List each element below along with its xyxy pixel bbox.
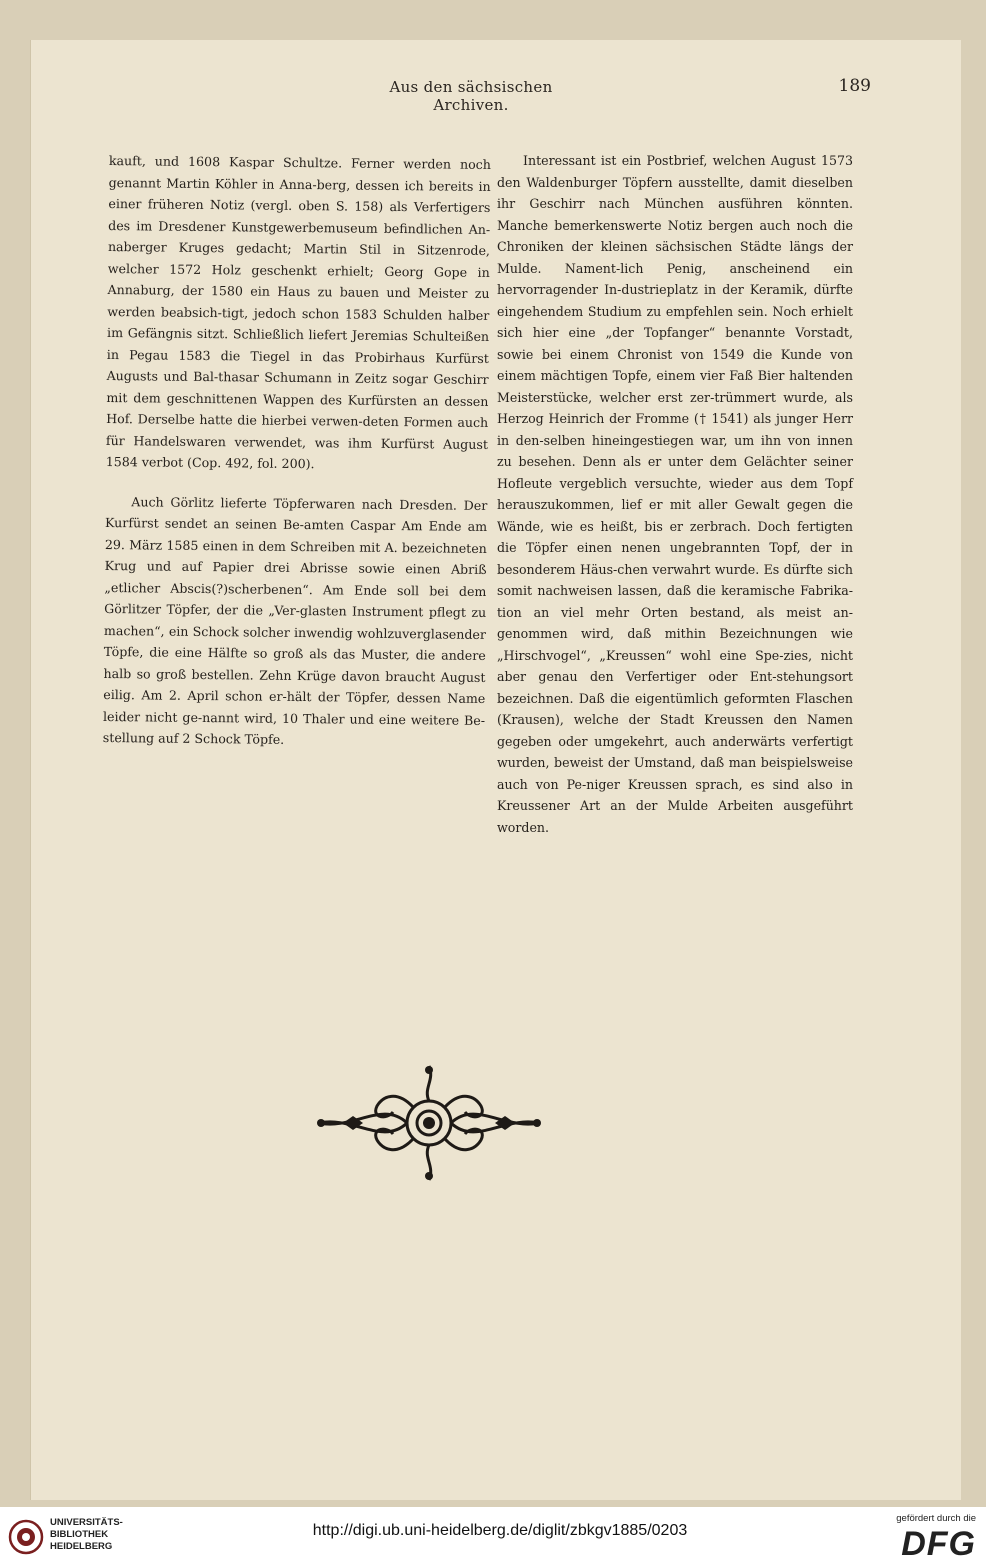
funding-label: gefördert durch die bbox=[896, 1513, 976, 1524]
university-seal-icon bbox=[8, 1519, 44, 1555]
dfg-logo: DFG bbox=[901, 1525, 976, 1563]
book-page bbox=[30, 40, 961, 1500]
left-paragraph-2: Auch Görlitz lieferte Töpferwaren nach Dresden. Der Kurfürst sendet an seinen Be-amten Caspar Am Ende am 29. März 1585 einen in dem Schreiben mit A. bezeichneten Krug und auf Papier drei Abrisse sowie einen Abriß „etlicher Abscis(?)scherbenen“. Am Ende soll bei dem Görlitzer Töpfer, der die „Ver-glasten Instrument pflegt zu machen“, ein Schock solcher inwendig wohlzuverglasender Töpfe, die eine Hälfte so groß als das Muster, die andere halb so groß bestellen. Zehn Krüge davon braucht August eilig. Am 2. April schon er-hält der Töpfer, dessen Name leider nicht ge-nannt wird, 10 Thaler und eine weitere Be-stellung auf 2 Schock Töpfe. bbox=[102, 493, 488, 747]
left-text-column bbox=[103, 150, 491, 752]
library-name: UNIVERSITÄTS- BIBLIOTHEK HEIDELBERG bbox=[50, 1517, 123, 1552]
right-paragraph-1: Interessant ist ein Postbrief, welchen August 1573 den Waldenburger Töpfern ausstellte, damit dieselben ihr Geschirr nach München ausführen könnten. Manche bemerkenswerte Notiz bergen auch noch die Chroniken der kleinen sächsischen Städte längs der Mulde. Nament-lich Penig, anscheinend ein hervorragender In-dustrieplatz in der Keramik, dürfte eingehendem Studium zu empfehlen sein. Noch erhielt sich hier eine „der Topfanger“ benannte Vorstadt, sowie bei einem Chronist von 1549 die Kunde von einem mächtigen Topfe, einem vier Faß Bier haltenden Meisterstücke, welcher erst zer-trümmert wurde, als Herzog Heinrich der Fromme († 1541) als junger Herr in den-selben hineingestiegen war, um ihn von innen zu besehen. Denn als er unter dem Gelächter seiner Hofleute vergeblich versuchte, wieder aus dem Topf herauszukommen, lief er mit aller Gewalt gegen die Wände, wie es heißt, bis er zerbrach. Doch fertigten die Töpfer einen nenen ungebrannten Topf, der in besonderem Häus-chen verwahrt wurde. Es dürfte sich somit nachweisen lassen, daß die keramische Fabrika-tion an viel mehr Orten bestand, als meist an-genommen wird, daß mithin Bezeichnungen wie „Hirschvogel“, „Kreussen“ wohl eine Spe-zies, nicht aber genau den Verfertiger oder Ent-stehungsort bezeichnen. Daß die eigentümlich geformten Flaschen (Krausen), welche der Stadt Kreussen den Namen gegeben oder umgekehrt, auch anderwärts verfertigt wurden, beweist der Umstand, daß man beispielsweise auch von Pe-niger Kreussen sprach, es sind also in Kreussener Art an der Mulde Arbeiten ausgeführt worden. bbox=[497, 153, 853, 835]
permalink-url[interactable]: http://digi.ub.uni-heidelberg.de/diglit/zbkgv1885/0203 bbox=[312, 1522, 688, 1539]
decorative-vignette-icon bbox=[313, 1060, 545, 1186]
left-paragraph-1: kauft, und 1608 Kaspar Schultze. Ferner werden noch genannt Martin Köhler in Anna-berg, dessen ich bereits in einer früheren Notiz (vergl. oben S. 158) als Verfertigers des im Dresdener Kunstgewerbemuseum befindlichen An-naberger Kruges gedacht; Martin Stil in Sitzenrode, welcher 1572 Holz geschenkt erhielt; Georg Gope in Annaburg, der 1580 ein Haus zu bauen und Meister zu werden beabsich-tigt, jedoch schon 1583 Schulden halber im Gefängnis sitzt. Schließlich liefert Jeremias Schulteißen in Pegau 1583 die Tiegel in das Probirhaus Kurfürst Augusts und Bal-thasar Schumann in Zeitz sogar Geschirr mit dem geschnittenen Wappen des Kurfürsten an dessen Hof. Derselbe hatte die hierbei verwen-deten Formen auch für Handelswaren verwendet, was ihm Kurfürst August 1584 verbot (Cop. 492, fol. 200). bbox=[105, 152, 491, 472]
viewer-footer bbox=[0, 1507, 986, 1565]
page-number: 189 bbox=[838, 76, 871, 96]
running-title: Aus den sächsischen Archiven. bbox=[389, 78, 553, 114]
right-text-column bbox=[497, 150, 853, 838]
